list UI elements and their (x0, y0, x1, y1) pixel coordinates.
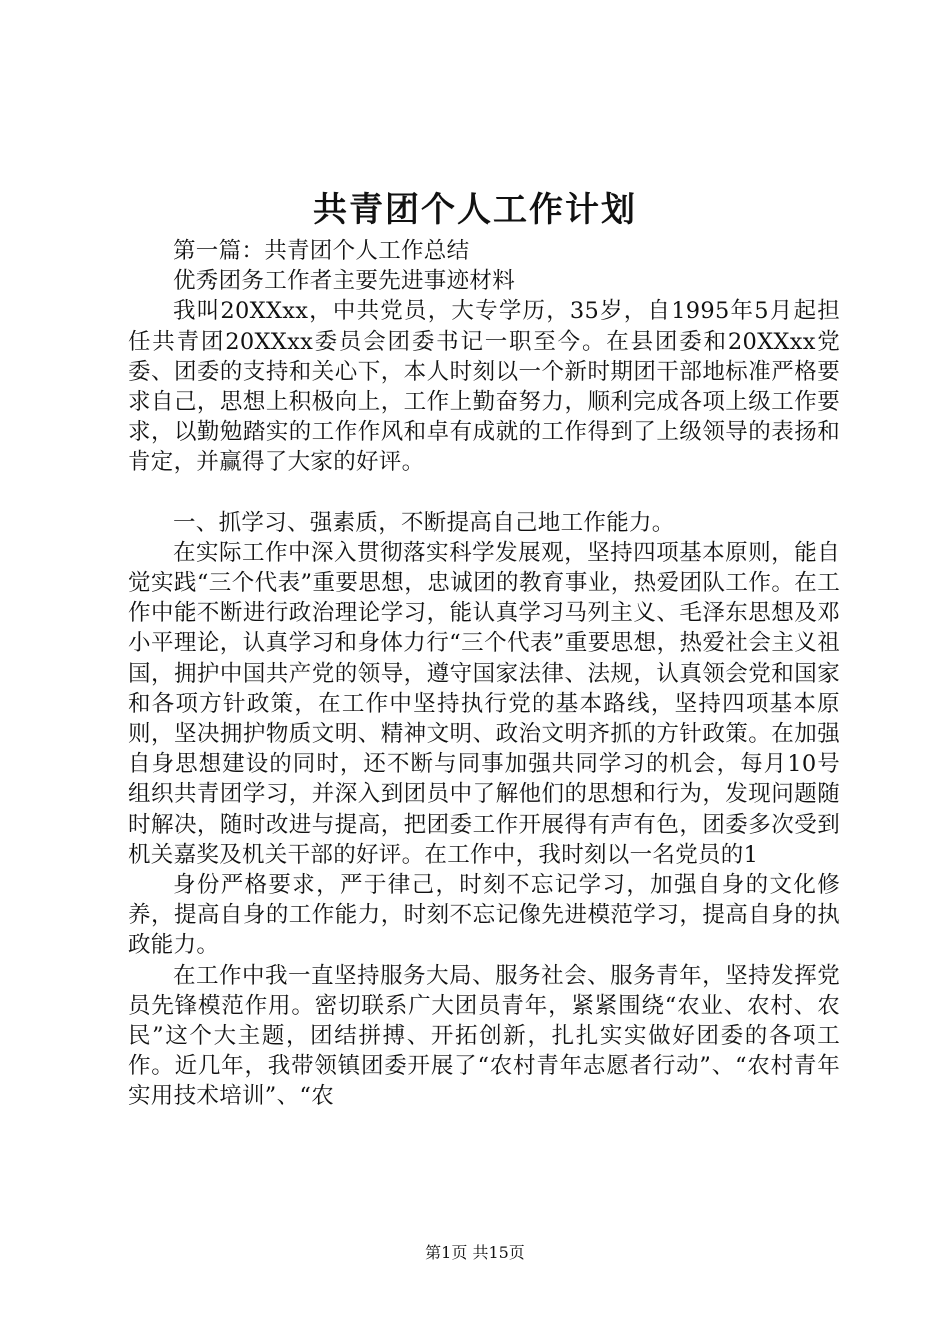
body-paragraph: 身份严格要求，严于律己，时刻不忘记学习，加强自身的文化修养，提高自身的工作能力，时刻不忘记像先进模范学习，提高自身的执政能力。 (128, 872, 840, 959)
document-title: 共青团个人工作计划 (313, 190, 637, 230)
section-heading: 一、抓学习、强素质，不断提高自己地工作能力。 (173, 509, 675, 536)
body-paragraph: 在实际工作中深入贯彻落实科学发展观，坚持四项基本原则，能自觉实践“三个代表”重要思想，忠诚团的教育事业，热爱团队工作。在工作中能不断进行政治理论学习，能认真学习马列主义、毛泽东思想及邓小平理论，认真学习和身体力行“三个代表”重要思想，热爱社会主义祖国，拥护中国共产党的领导，遵守国家法律、法规，认真领会党和国家和各项方针政策，在工作中坚持执行党的基本路线，坚持四项基本原则，坚决拥护物质文明、精神文明、政治文明齐抓的方针政策。在加强自身思想建设的同时，还不断与同事加强共同学习的机会，每月10号组织共青团学习，并深入到团员中了解他们的思想和行为，发现问题随时解决，随时改进与提高，把团委工作开展得有声有色，团委多次受到机关嘉奖及机关干部的好评。在工作中，我时刻以一名党员的1 (128, 539, 840, 868)
document-body (128, 236, 840, 1112)
body-paragraph: 在工作中我一直坚持服务大局、服务社会、服务青年，坚持发挥党员先锋模范作用。密切联系广大团员青年，紧紧围绕“农业、农村、农民”这个大主题，团结拼搏、开拓创新，扎扎实实做好团委的各项工作。近几年，我带领镇团委开展了“农村青年志愿者行动”、“农村青年实用技术培训”、“农 (128, 962, 840, 1110)
subtitle-paragraph: 优秀团务工作者主要先进事迹材料 (173, 268, 516, 295)
section-heading: 第一篇：共青团个人工作总结 (173, 238, 470, 264)
page-number: 第1页 共15页 (425, 1243, 525, 1262)
body-paragraph: 我叫20XXxx，中共党员，大专学历，35岁，自1995年5月起担任共青团20XXxx委员会团委书记一职至今。在县团委和20XXxx党委、团委的支持和关心下，本人时刻以一个新时期团干部地标准严格要求自己，思想上积极向上，工作上勤奋努力，顺利完成各项上级工作要求，以勤勉踏实的工作作风和卓有成就的工作得到了上级领导的表扬和肯定，并赢得了大家的好评。 (128, 298, 840, 476)
